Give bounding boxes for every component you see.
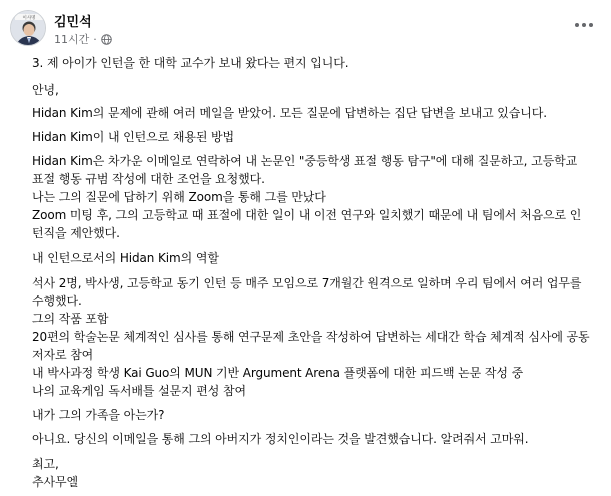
avatar[interactable] [10, 10, 46, 46]
post-text-line: 나의 교육게임 독서배틀 설문지 편성 참여 [32, 384, 246, 398]
post-text-line: 추사무엘 [32, 475, 78, 489]
more-options-icon[interactable] [571, 14, 597, 36]
post-text-line: Hidan Kim이 내 인턴으로 채용된 방법 [32, 130, 235, 144]
post-text-line: 20편의 학술논문 체계적인 심사를 통해 연구문제 초안을 작성하여 답변하는 세대간 학습 체계적 심사에 공동 [32, 330, 590, 344]
post-text-line: 아니요. 당신의 이메일을 통해 그의 아버지가 정치인이라는 것을 발견했습니다. 알려줘서 고마워. [32, 432, 529, 446]
post-meta [54, 31, 112, 47]
post-text-line: 내가 그의 가족을 아는가? [32, 408, 165, 422]
post-text-line: 최고, [32, 457, 59, 471]
post-header [10, 8, 601, 50]
post-text-line: 내 박사과정 학생 Kai Guo의 MUN 기반 Argument Arena 플랫폼에 대한 피드백 논문 작성 중 [32, 366, 524, 380]
post-text-line: 그의 작품 포함 [32, 312, 109, 326]
post-text-line: 석사 2명, 박사생, 고등학교 동기 인턴 등 매주 모임으로 7개월간 원격으로 일하며 우리 팀에서 여러 업무를 [32, 276, 582, 290]
post-text-line: Hidan Kim의 문제에 관해 여러 메일을 받았어. 모든 질문에 답변하는 집단 답변을 보내고 있습니다. [32, 106, 547, 120]
post-text-line: 저자로 참여 [32, 348, 94, 362]
avatar-photo [11, 11, 46, 46]
author-name[interactable]: 김민석 [54, 15, 92, 30]
avatar-sign-text: 이사명 [22, 16, 36, 21]
globe-icon [101, 34, 112, 45]
post-text-line: Hidan Kim은 차가운 이메일로 연락하여 내 논문인 "중등학생 표절 행동 탐구"에 대해 질문하고, 고등학교 [32, 154, 578, 168]
post-text-line: Zoom 미팅 후, 그의 고등학교 때 표절에 대한 일이 내 이전 연구와 일치했기 때문에 내 팀에서 처음으로 인 [32, 208, 582, 222]
post-text-line: 턴직을 제안했다. [32, 226, 120, 240]
post-text-line: 표절 행동 규범 작성에 대한 조언을 요청했다. [32, 172, 265, 186]
post-text-line: 수행했다. [32, 294, 82, 308]
post-text-line: 안녕, [32, 83, 59, 97]
post-timestamp[interactable]: 11시간 [54, 33, 90, 46]
post-text-line: 3. 제 아이가 인턴을 한 대학 교수가 보내 왔다는 편지 입니다. [32, 56, 349, 70]
post-text-line: 나는 그의 질문에 답하기 위해 Zoom을 통해 그를 만났다 [32, 190, 326, 204]
post-text-line: 내 인턴으로서의 Hidan Kim의 역할 [32, 251, 219, 265]
meta-separator: · [93, 32, 97, 46]
